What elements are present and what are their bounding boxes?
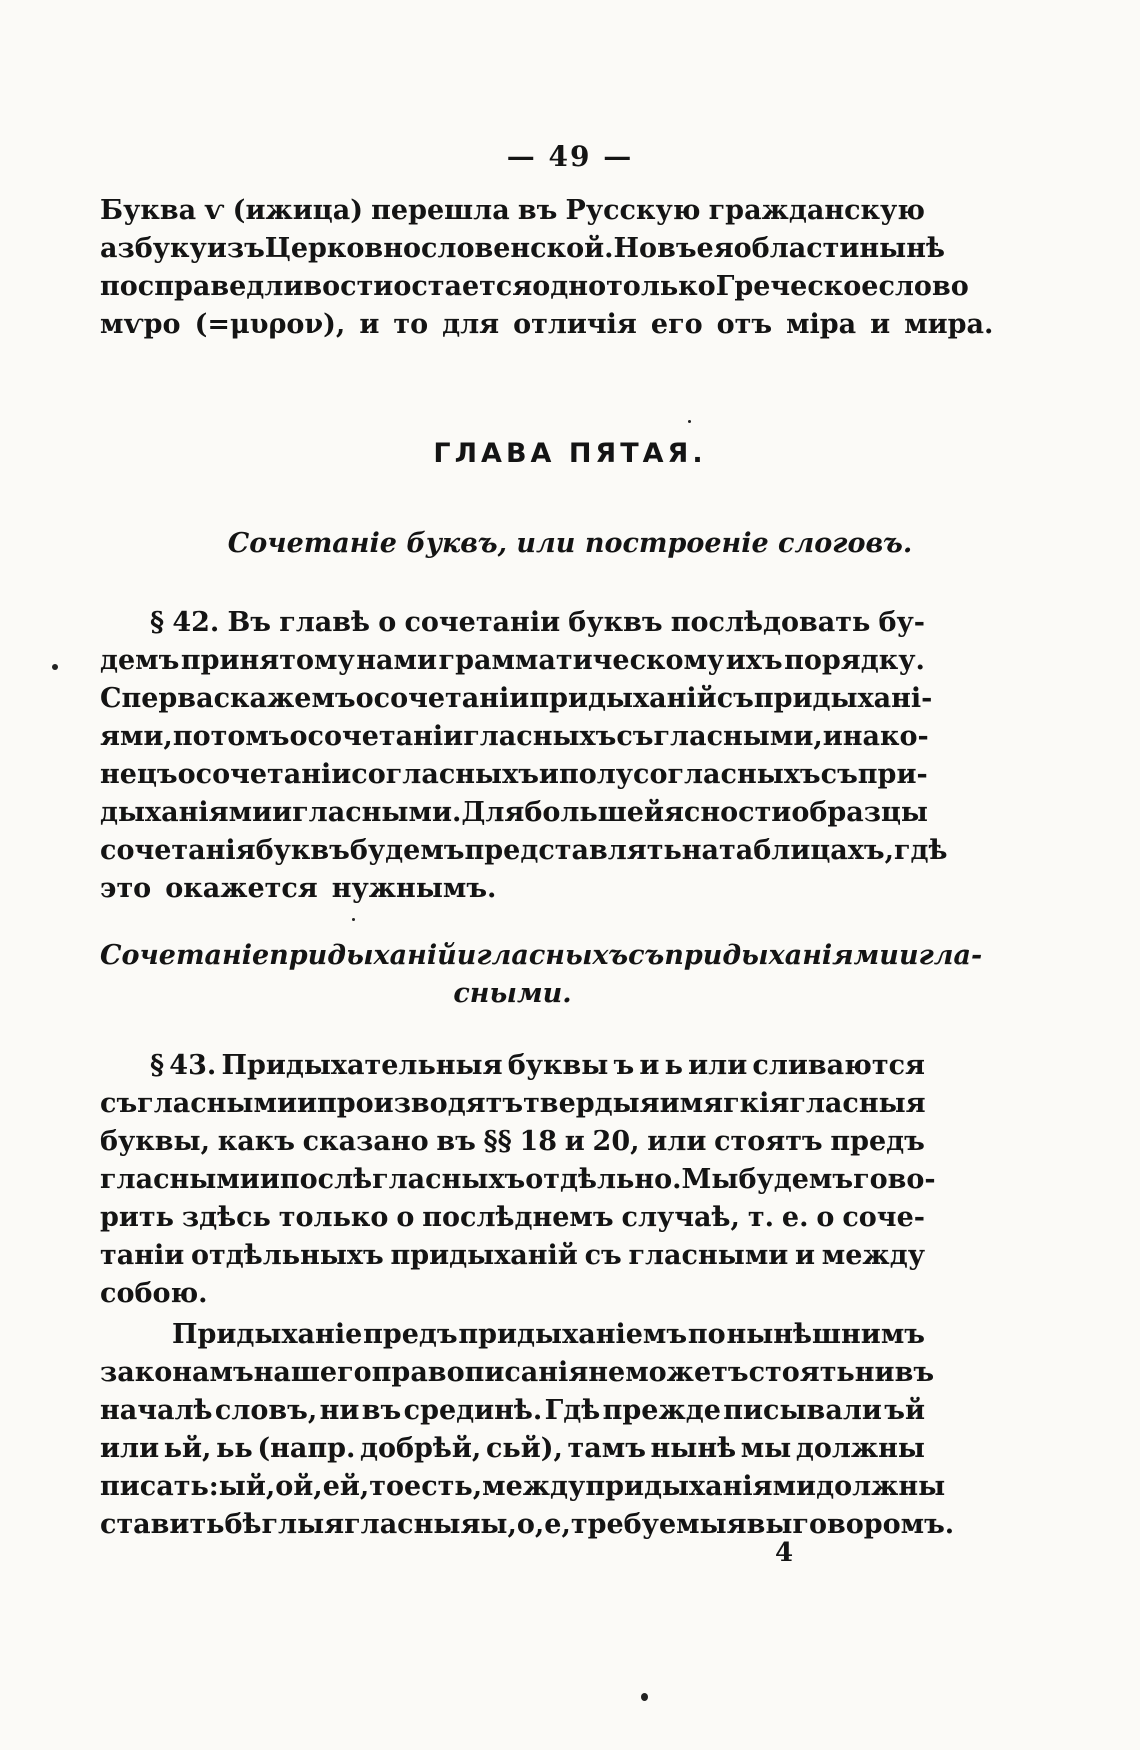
word: е. <box>781 1202 809 1233</box>
word: нынѣ <box>650 1433 737 1464</box>
word: слово <box>878 271 969 302</box>
word: предъ <box>830 1126 925 1157</box>
word: гласными. <box>292 797 462 828</box>
word: мѵро <box>100 309 181 340</box>
word: послѣ <box>279 1164 373 1195</box>
word: мы <box>740 1433 792 1464</box>
word: и <box>359 309 380 340</box>
word: то <box>369 1471 405 1502</box>
word: словъ, <box>214 1395 318 1426</box>
text-line <box>100 832 948 870</box>
word: ея <box>696 233 734 264</box>
word: Мы <box>681 1164 739 1195</box>
word: по <box>100 271 138 302</box>
word: и <box>822 721 843 752</box>
word: гласныхъ <box>372 1164 526 1195</box>
word: азбуку <box>100 233 207 264</box>
word: таніи <box>100 1240 185 1271</box>
word: ихъ <box>725 645 783 676</box>
word: при- <box>857 759 928 790</box>
word: придыханій <box>269 940 457 971</box>
word: гласными <box>100 1164 260 1195</box>
text-line <box>100 230 945 268</box>
word: срединѣ. <box>403 1395 543 1426</box>
subheading-line: сными. <box>453 978 572 1009</box>
word: ы, <box>480 1509 517 1540</box>
word: въ <box>894 1357 935 1388</box>
word: должны <box>795 1433 925 1464</box>
text-line <box>100 192 925 230</box>
word: или <box>100 1433 160 1464</box>
word: ъй <box>884 1395 925 1426</box>
word: и <box>296 1088 318 1119</box>
word: его <box>650 309 703 340</box>
word: 20, <box>592 1126 640 1157</box>
word: демъ <box>100 645 180 676</box>
word: только <box>606 271 716 302</box>
word: добрѣй, <box>360 1433 482 1464</box>
word: только <box>278 1202 389 1233</box>
word: дыханіями <box>100 797 273 828</box>
word: перешла <box>371 195 510 226</box>
word: гласными <box>137 1088 297 1119</box>
chapter-title: ГЛАВА ПЯТАЯ. <box>433 438 707 469</box>
word: мира. <box>904 309 994 340</box>
word: грамматическому <box>438 645 725 676</box>
word: сказано <box>302 1126 429 1157</box>
word: какъ <box>217 1126 295 1157</box>
word: Придыханіе <box>172 1319 363 1350</box>
word: сочетанія <box>100 835 256 866</box>
word: §§ <box>483 1126 512 1157</box>
word: скажемъ <box>213 683 356 714</box>
word: справедливости <box>137 271 394 302</box>
word: или <box>688 1050 748 1081</box>
word: придыханіемъ <box>458 1319 688 1350</box>
word: нако- <box>842 721 929 752</box>
word: нынѣшнимъ <box>726 1319 925 1350</box>
word: выговоромъ. <box>746 1509 955 1540</box>
word: потомъ <box>172 721 290 752</box>
word: 43. <box>169 1050 217 1081</box>
word: отъ <box>716 309 773 340</box>
word: согласныхъ <box>351 759 539 790</box>
word: гласными, <box>653 721 823 752</box>
word: съ <box>628 940 665 971</box>
word: принятому <box>180 645 355 676</box>
word: отдѣльно. <box>525 1164 682 1195</box>
word: одно <box>532 271 607 302</box>
text-line <box>100 1392 925 1430</box>
word: (=μυρον), <box>194 309 346 340</box>
word: не <box>588 1357 626 1388</box>
word: или <box>647 1126 707 1157</box>
word: ясности <box>663 797 792 828</box>
text-line <box>100 1430 925 1468</box>
word: прежде <box>602 1395 721 1426</box>
section-43 <box>100 1047 936 1313</box>
word: представлять <box>464 835 682 866</box>
word: придыхані- <box>753 683 933 714</box>
word: Греческое <box>715 271 879 302</box>
text-line <box>100 306 994 344</box>
word: § <box>150 607 165 638</box>
word: требуемыя <box>570 1509 747 1540</box>
word: порядку. <box>784 645 925 676</box>
word: въ <box>436 1126 476 1157</box>
word: и <box>639 1050 660 1081</box>
word: образцы <box>791 797 928 828</box>
text-line <box>100 1506 955 1544</box>
word: о <box>355 683 374 714</box>
scan-speck <box>352 918 355 921</box>
word: и <box>456 940 477 971</box>
word: изъ <box>206 233 265 264</box>
word: будемъ <box>738 1164 854 1195</box>
text-line <box>100 1316 925 1354</box>
word: Въ <box>227 607 272 638</box>
word: придыханій <box>529 683 717 714</box>
word: гражданскую <box>708 195 925 226</box>
word: таблицахъ, <box>719 835 894 866</box>
word: послѣднемъ <box>422 1202 614 1233</box>
word: началѣ <box>100 1395 213 1426</box>
word: сочетаніи <box>373 683 530 714</box>
word: между <box>482 1471 586 1502</box>
word: гово- <box>853 1164 936 1195</box>
subheading-line <box>100 937 983 975</box>
word: (ижица) <box>232 195 363 226</box>
text-line <box>100 870 925 908</box>
word: соче- <box>842 1202 925 1233</box>
word: о <box>177 759 196 790</box>
word: съ <box>716 683 754 714</box>
text-line <box>100 1199 925 1237</box>
word: сливаются <box>752 1050 925 1081</box>
word: Буква <box>100 195 197 226</box>
section-subheading <box>100 937 983 1013</box>
word: ь <box>664 1050 683 1081</box>
word: (напр. <box>257 1433 356 1464</box>
word: и <box>659 1088 680 1119</box>
word: нынѣ <box>859 233 945 264</box>
word: мягкія <box>679 1088 790 1119</box>
word: Гдѣ <box>544 1395 601 1426</box>
word: ей, <box>322 1471 370 1502</box>
word: и <box>870 309 891 340</box>
word: писать: <box>100 1471 219 1502</box>
word: гдѣ <box>894 835 948 866</box>
word: Сперва <box>100 683 214 714</box>
word: въ <box>657 233 697 264</box>
word: производятъ <box>317 1088 524 1119</box>
word: е, <box>544 1509 571 1540</box>
word: съ <box>820 759 858 790</box>
word: міра <box>786 309 857 340</box>
word: бу- <box>878 607 925 638</box>
word: гласныхъ <box>476 940 629 971</box>
word: должны <box>816 1471 946 1502</box>
word: гласныхъ <box>463 721 617 752</box>
text-line <box>100 1237 925 1275</box>
word: о <box>289 721 308 752</box>
word: буквъ <box>568 607 663 638</box>
text-line <box>100 642 925 680</box>
word: ьй, <box>163 1433 212 1464</box>
word: собою. <box>100 1278 208 1309</box>
word: рить <box>100 1202 174 1233</box>
word: Сочетаніе <box>100 940 270 971</box>
word: ѵ <box>204 195 225 226</box>
word: буквы, <box>100 1126 211 1157</box>
word: придыханіями <box>585 1471 817 1502</box>
word: случаѣ, <box>621 1202 740 1233</box>
word: съ <box>584 1240 622 1271</box>
text-line <box>100 1468 946 1506</box>
word: и <box>259 1164 280 1195</box>
word: и <box>898 940 919 971</box>
word: ьь <box>216 1433 253 1464</box>
word: здѣсь <box>181 1202 271 1233</box>
word: нужнымъ. <box>331 873 497 904</box>
page-number: — 49 — <box>506 140 634 173</box>
word: и <box>272 797 293 828</box>
word: буквъ <box>255 835 350 866</box>
word: есть, <box>404 1471 483 1502</box>
word: стоятъ <box>714 1126 823 1157</box>
word: правописанія <box>371 1357 589 1388</box>
word: сьй), <box>485 1433 563 1464</box>
word: о <box>378 607 397 638</box>
word: то <box>393 309 429 340</box>
word: нашего <box>253 1357 372 1388</box>
section-42 <box>100 604 948 908</box>
word: 18 <box>519 1126 558 1157</box>
word: отличія <box>513 309 637 340</box>
word: писывали <box>723 1395 882 1426</box>
word: предъ <box>363 1319 458 1350</box>
word: т. <box>747 1202 774 1233</box>
paragraph-izhitsa <box>100 192 994 344</box>
word: 42. <box>172 607 220 638</box>
word: будемъ <box>349 835 465 866</box>
word: и <box>795 1240 816 1271</box>
text-line <box>100 1161 936 1199</box>
word: ой, <box>275 1471 323 1502</box>
word: ъ <box>613 1050 635 1081</box>
word: о, <box>516 1509 545 1540</box>
word: ями, <box>100 721 173 752</box>
word: о <box>816 1202 835 1233</box>
text-line <box>100 1354 935 1392</box>
word: можетъ <box>625 1357 749 1388</box>
word: это <box>100 873 152 904</box>
word: Придыхательныя <box>221 1050 503 1081</box>
scan-speck <box>688 420 691 423</box>
word: Русскую <box>565 195 701 226</box>
word: придыханіями <box>664 940 899 971</box>
word: тамъ <box>567 1433 646 1464</box>
word: остается <box>393 271 533 302</box>
word: Но <box>613 233 658 264</box>
word: по <box>687 1319 726 1350</box>
text-line <box>100 718 929 756</box>
word: сочетаніи <box>307 721 464 752</box>
word: § <box>150 1050 165 1081</box>
signature-mark: 4 <box>775 1538 794 1568</box>
word: большей <box>524 797 664 828</box>
word: о <box>396 1202 415 1233</box>
word: сочетаніи <box>195 759 352 790</box>
text-line <box>100 1085 925 1123</box>
word: области <box>733 233 860 264</box>
text-line <box>100 604 925 642</box>
chapter-subtitle: Сочетаніе буквъ, или построеніе слоговъ. <box>227 528 913 559</box>
word: бѣглыя <box>224 1509 345 1540</box>
word: твердыя <box>523 1088 660 1119</box>
word: гласныя <box>789 1088 926 1119</box>
text-line <box>100 756 928 794</box>
word: въ <box>361 1395 402 1426</box>
word: послѣдовать <box>670 607 871 638</box>
word: законамъ <box>100 1357 254 1388</box>
word: окажется <box>165 873 318 904</box>
text-line <box>100 268 969 306</box>
scan-speck <box>52 664 58 670</box>
word: гласныя <box>344 1509 481 1540</box>
text-line <box>100 680 933 718</box>
word: нами <box>356 645 438 676</box>
word: стоять <box>748 1357 855 1388</box>
word: придыханій <box>390 1240 578 1271</box>
word: Для <box>461 797 525 828</box>
word: нецъ <box>100 759 178 790</box>
word: гласными <box>628 1240 789 1271</box>
text-line <box>100 794 928 832</box>
word: сочетаніи <box>404 607 561 638</box>
word: буквы <box>507 1050 609 1081</box>
word: отдѣльныхъ <box>191 1240 384 1271</box>
scan-speck <box>641 1693 648 1701</box>
word: съ <box>616 721 654 752</box>
word: ни <box>319 1395 360 1426</box>
word: и <box>538 759 559 790</box>
word: главѣ <box>279 607 371 638</box>
paragraph-aspiration <box>100 1316 955 1544</box>
word: въ <box>517 195 558 226</box>
text-line <box>100 1123 925 1161</box>
word: гла- <box>918 940 983 971</box>
word: полусогласныхъ <box>558 759 821 790</box>
text-line <box>100 1047 925 1085</box>
word: между <box>821 1240 925 1271</box>
word: ставить <box>100 1509 225 1540</box>
text-line <box>100 1275 925 1313</box>
word: для <box>442 309 500 340</box>
word: и <box>564 1126 585 1157</box>
word: ый, <box>218 1471 276 1502</box>
word: на <box>681 835 720 866</box>
word: ни <box>854 1357 895 1388</box>
word: Церковнословенской. <box>264 233 614 264</box>
word: съ <box>100 1088 138 1119</box>
